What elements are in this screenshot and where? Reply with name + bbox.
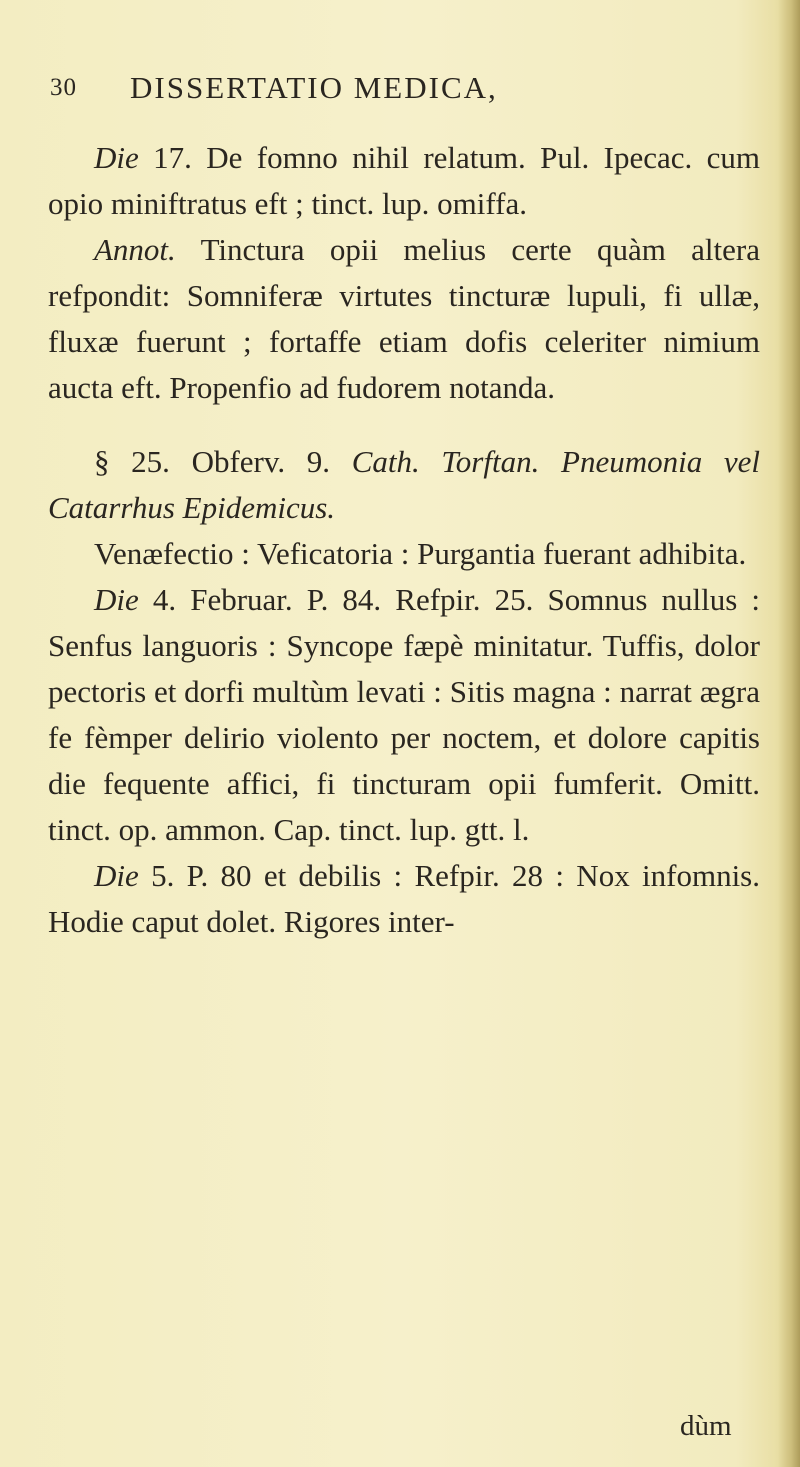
paragraph-treatment (48, 531, 760, 577)
page-number: 30 (50, 74, 77, 101)
paragraph-body: 4. Februar. P. 84. Refpir. 25. Somnus nullus : Senfus languoris : Syncope fæpè minitatur. Tuffis, dolor pectoris et dorfi multùm levati : Sitis magna : narrat ægra fe fèmper delirio violento per noctem, et dolore capitis die fequente affici, fi tincturam opii fumferit. Omitt. tinct. op. ammon. Cap. tinct. lup. gtt. l. (48, 582, 760, 847)
running-head: DISSERTATIO MEDICA, (130, 70, 498, 105)
paragraph-lead: Die (94, 582, 139, 617)
paragraph-lead: Annot. (94, 232, 176, 267)
paragraph-annot (48, 227, 760, 411)
paragraph-lead: Die (94, 858, 139, 893)
paragraph-body: Cath. Torftan. Pneumonia vel Catarrhus Epidemicus. (48, 444, 760, 525)
paragraph-body: 5. P. 80 et debilis : Refpir. 28 : Nox infomnis. Hodie caput dolet. Rigores inter- (48, 858, 760, 939)
paragraph-die-17 (48, 135, 760, 227)
page-header (50, 70, 750, 110)
catchword: dùm (680, 1410, 732, 1442)
paragraph-body: 17. De fomno nihil relatum. Pul. Ipecac. cum opio miniftratus eft ; tinct. lup. omiffa. (48, 140, 760, 221)
paragraph-lead: § 25. Obferv. 9. (94, 444, 352, 479)
page-edge-shadow (778, 0, 800, 1467)
paragraph-body: Tinctura opii melius certe quàm altera refpondit: Somniferæ virtutes tincturæ lupuli, fi ullæ, fluxæ fuerunt ; fortaffe etiam dofis celeriter nimium aucta eft. Propenfio ad fudorem notanda. (48, 232, 760, 405)
paragraph-die-5 (48, 853, 760, 945)
paragraph-lead: Die (94, 140, 139, 175)
paragraph-die-4 (48, 577, 760, 853)
paragraph-body: Venæfectio : Veficatoria : Purgantia fuerant adhibita. (94, 536, 747, 571)
paragraph-section-25 (48, 439, 760, 531)
body-text (48, 135, 760, 945)
